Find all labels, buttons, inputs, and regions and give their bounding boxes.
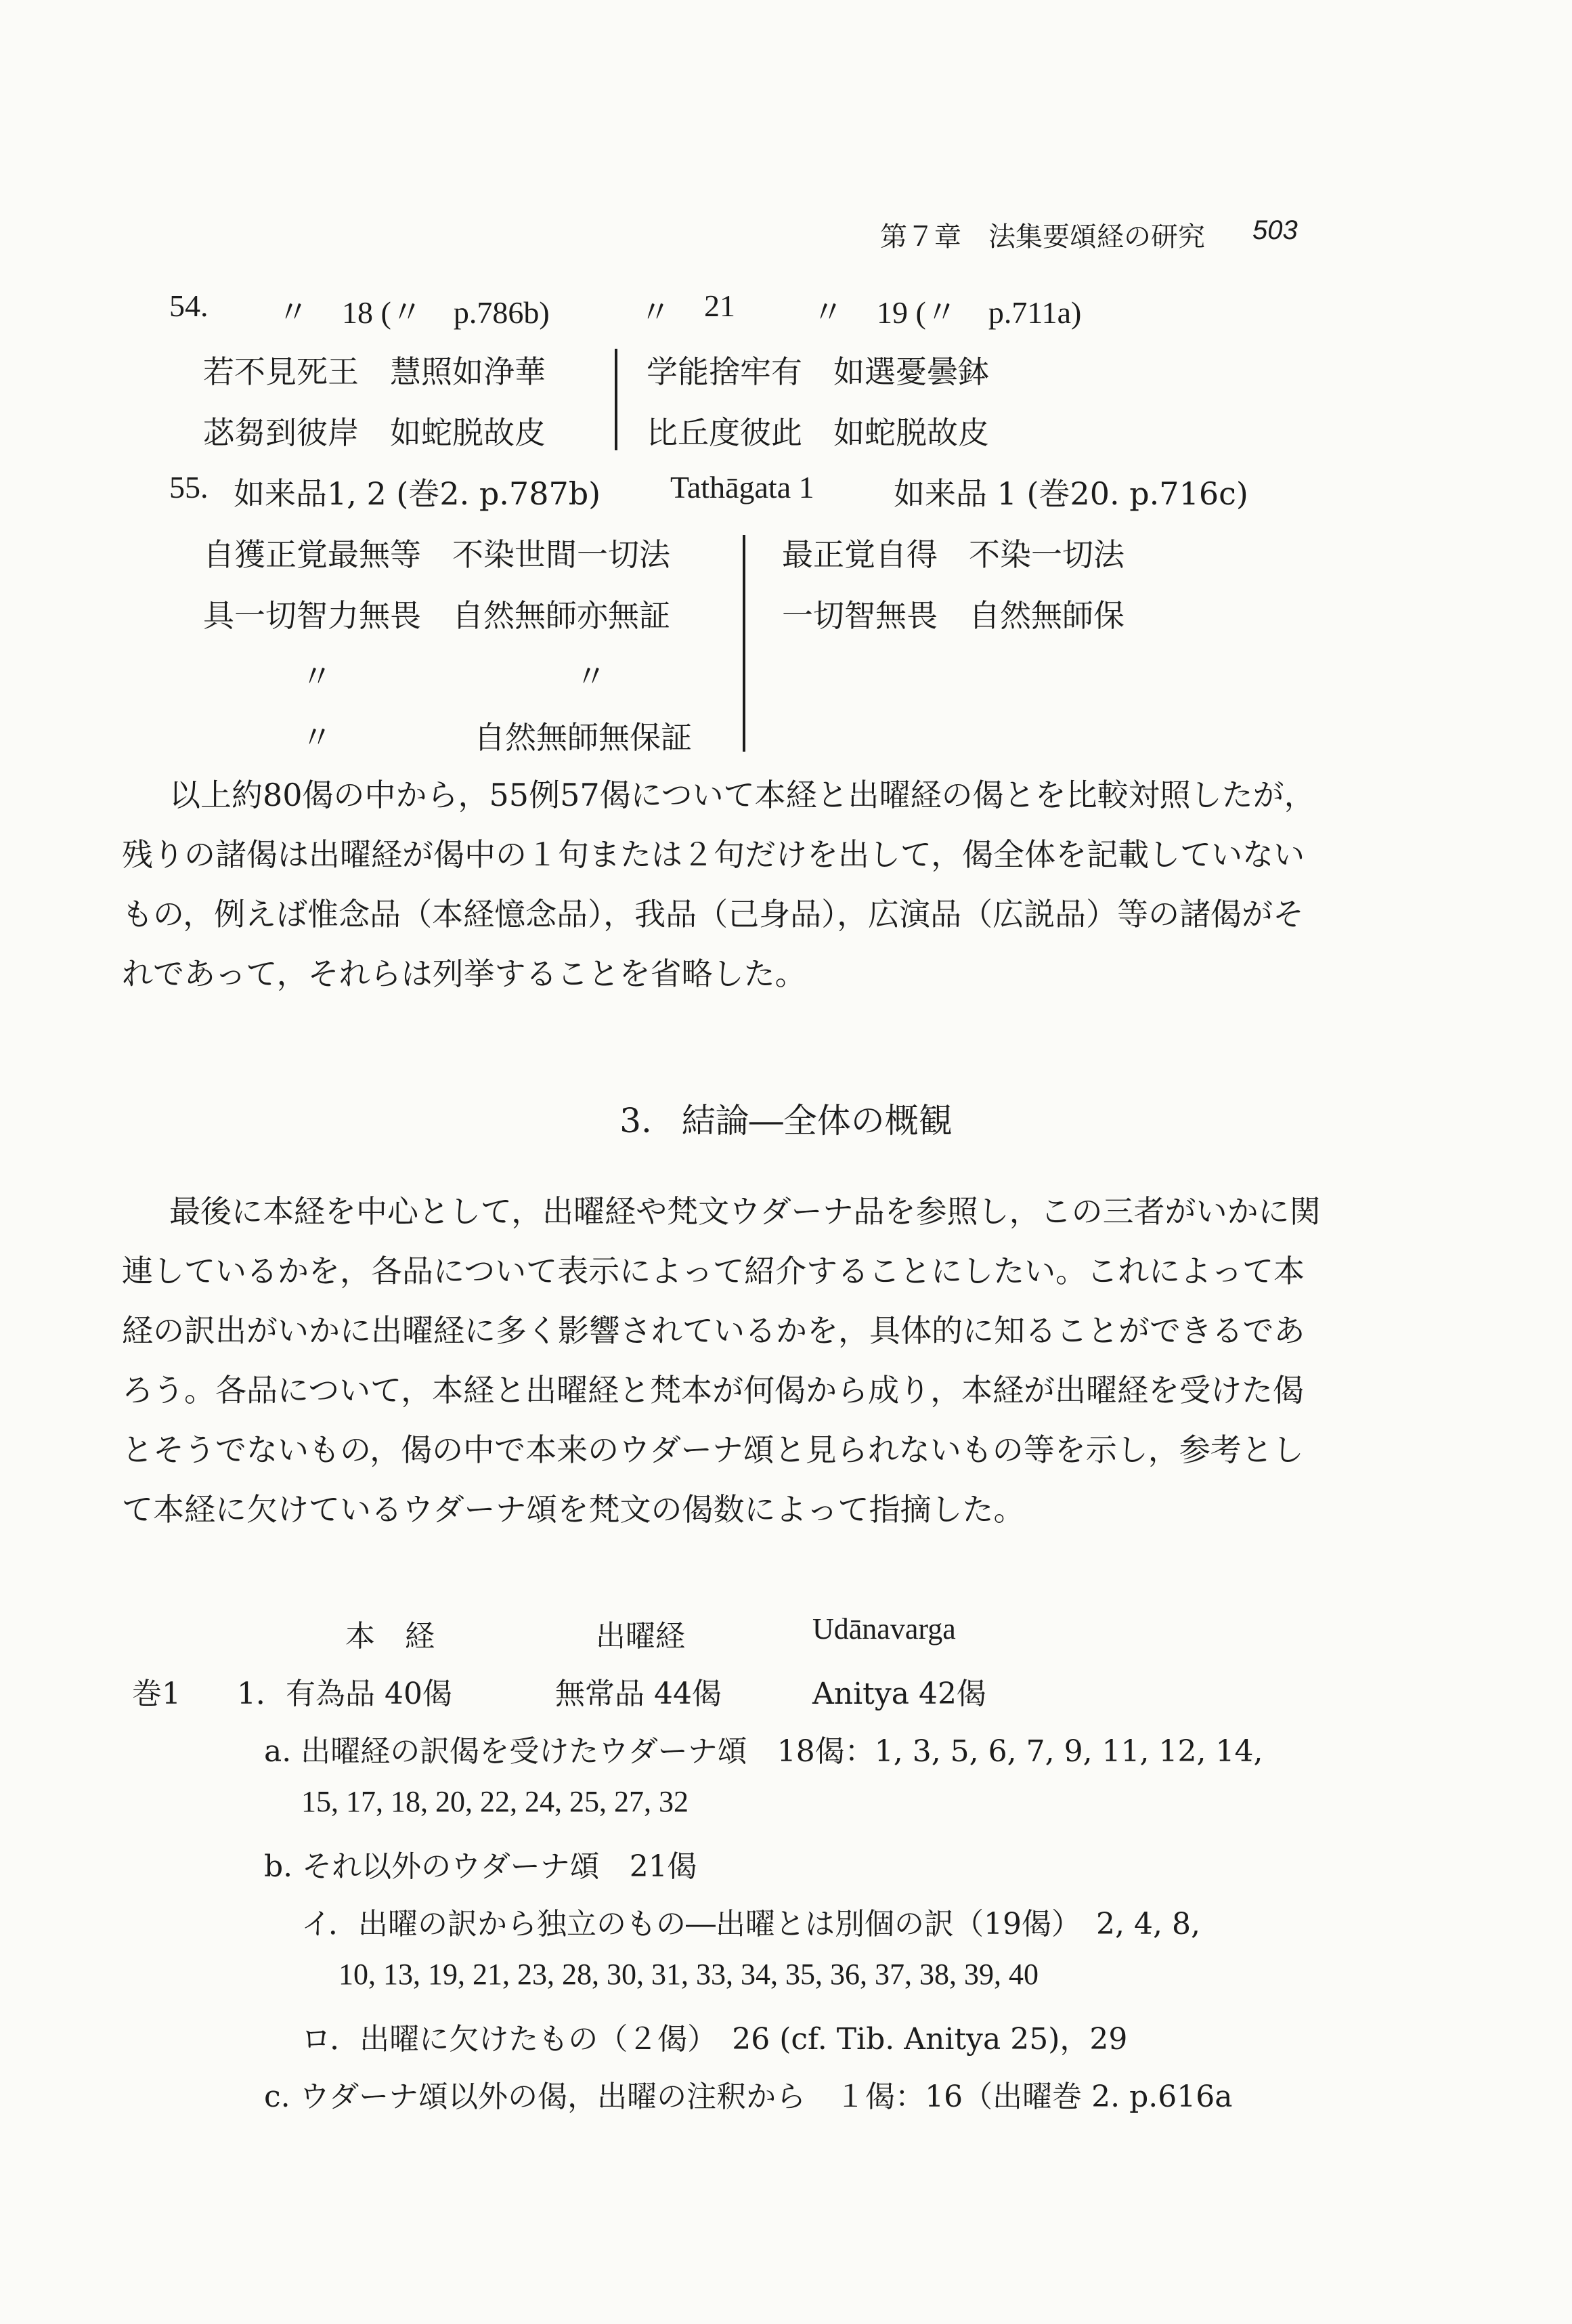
section-title: 結論―全体の概観: [681, 1101, 953, 1140]
chapter-entry: 1．有為品 40偈: [237, 1677, 452, 1711]
volume-label: 巻1: [132, 1677, 181, 1711]
section-number: 3.: [619, 1101, 652, 1140]
ditto-mark: 〃: [812, 294, 844, 330]
table-header-col2: 出曜経: [596, 1619, 685, 1654]
body-paragraph: 以上約80偈の中から，55例57偈について本経と出曜経の偈とを比較対照したが，残りの諸偈は出曜経が偈中の１句または２句だけを出して，偈全体を記載していないもの，例えば惟念品（本経憶念品），我品（己身品），広演品（広説品）等の諸偈がそれであって，それらは列挙することを省略した。: [122, 777, 1315, 992]
body-paragraph: 最後に本経を中心として，出曜経や梵文ウダーナ品を参照し，この三者がいかに関連しているかを，各品について表示によって紹介することにしたい。これによって本経の訳出がいかに出曜経に多く影響されているかを，具体的に知ることができるであろう。各品について，本経と出曜経と梵本が何偈から成り，本経が出曜経を受けた偈とそうでないもの，偈の中で本来のウダーナ頌と見られないもの等を示し，参考として本経に欠けているウダーナ頌を梵文の偈数によって指摘した。: [122, 1193, 1321, 1528]
page-number: 503: [1252, 215, 1298, 245]
sub-item-b: b. それ以外のウダーナ頌 21偈: [264, 1849, 697, 1884]
sub-item-ro: ロ．出曜に欠けたもの（２偈） 26 (cf. Tib. Anitya 25)，29: [301, 2022, 1128, 2057]
verse-line: 若不見死王 慧照如浄華: [203, 353, 546, 390]
entry-54-ref-c: 19 (〃 p.711a): [877, 295, 1082, 330]
verse-line: 学能捨牢有 如選憂曇鉢: [647, 353, 989, 390]
verse-line: 具一切智力無畏 自然無師亦無証: [203, 597, 670, 634]
table-header-col3: Udānavarga: [812, 1612, 956, 1645]
verse-line: 最正覚自得 不染一切法: [782, 536, 1125, 573]
verse-divider: [615, 349, 617, 450]
section-heading: [0, 1094, 1572, 1142]
entry-55-ref-b: Tathāgata 1: [670, 470, 814, 504]
verse-line: 自獲正覚最無等 不染世間一切法: [203, 536, 670, 573]
ditto-mark: 〃: [278, 294, 309, 330]
sub-item-i: イ．出曜の訳から独立のもの―出曜とは別個の訳（19偈） 2, 4, 8,: [301, 1907, 1200, 1941]
ditto-mark: 〃: [640, 294, 671, 330]
chapter-entry-b: 無常品 44偈: [555, 1677, 722, 1711]
entry-54-label: 54.: [169, 288, 209, 323]
ditto-mark: 〃: [301, 658, 332, 695]
sub-item-c: c. ウダーナ頌以外の偈，出曜の注釈から １偈：16（出曜巻 2. p.616a: [264, 2080, 1233, 2114]
entry-54-ref-a: 18 (〃 p.786b): [342, 295, 550, 330]
chapter-entry-c: Anitya 42偈: [812, 1677, 986, 1711]
ditto-mark: 〃: [301, 719, 332, 756]
sub-item-a-cont: 15, 17, 18, 20, 22, 24, 25, 27, 32: [301, 1785, 689, 1818]
entry-55-ref-c: 如来品 1 (巻20. p.716c): [894, 475, 1248, 512]
verse-line: 比丘度彼此 如蛇脱故皮: [647, 414, 989, 451]
entry-55-ref-a: 如来品1, 2 (巻2. p.787b): [234, 475, 601, 512]
verse-line: 苾芻到彼岸 如蛇脱故皮: [203, 414, 546, 451]
verse-divider: [743, 535, 745, 752]
running-header-chapter: 第７章 法集要頌経の研究: [880, 221, 1205, 253]
sub-item-a: a. 出曜経の訳偈を受けたウダーナ頌 18偈：1, 3, 5, 6, 7, 9, 11, 12, 14,: [264, 1734, 1263, 1769]
verse-line: 自然無師無保証: [474, 719, 692, 756]
ditto-mark: 〃: [575, 658, 607, 695]
sub-item-i-cont: 10, 13, 19, 21, 23, 28, 30, 31, 33, 34, 35, 36, 37, 38, 39, 40: [339, 1958, 1039, 1991]
verse-line: 一切智無畏 自然無師保: [782, 597, 1125, 634]
table-header-col1: 本 経: [345, 1619, 435, 1654]
entry-55-label: 55.: [169, 470, 209, 504]
entry-54-num-b: 21: [704, 288, 735, 323]
